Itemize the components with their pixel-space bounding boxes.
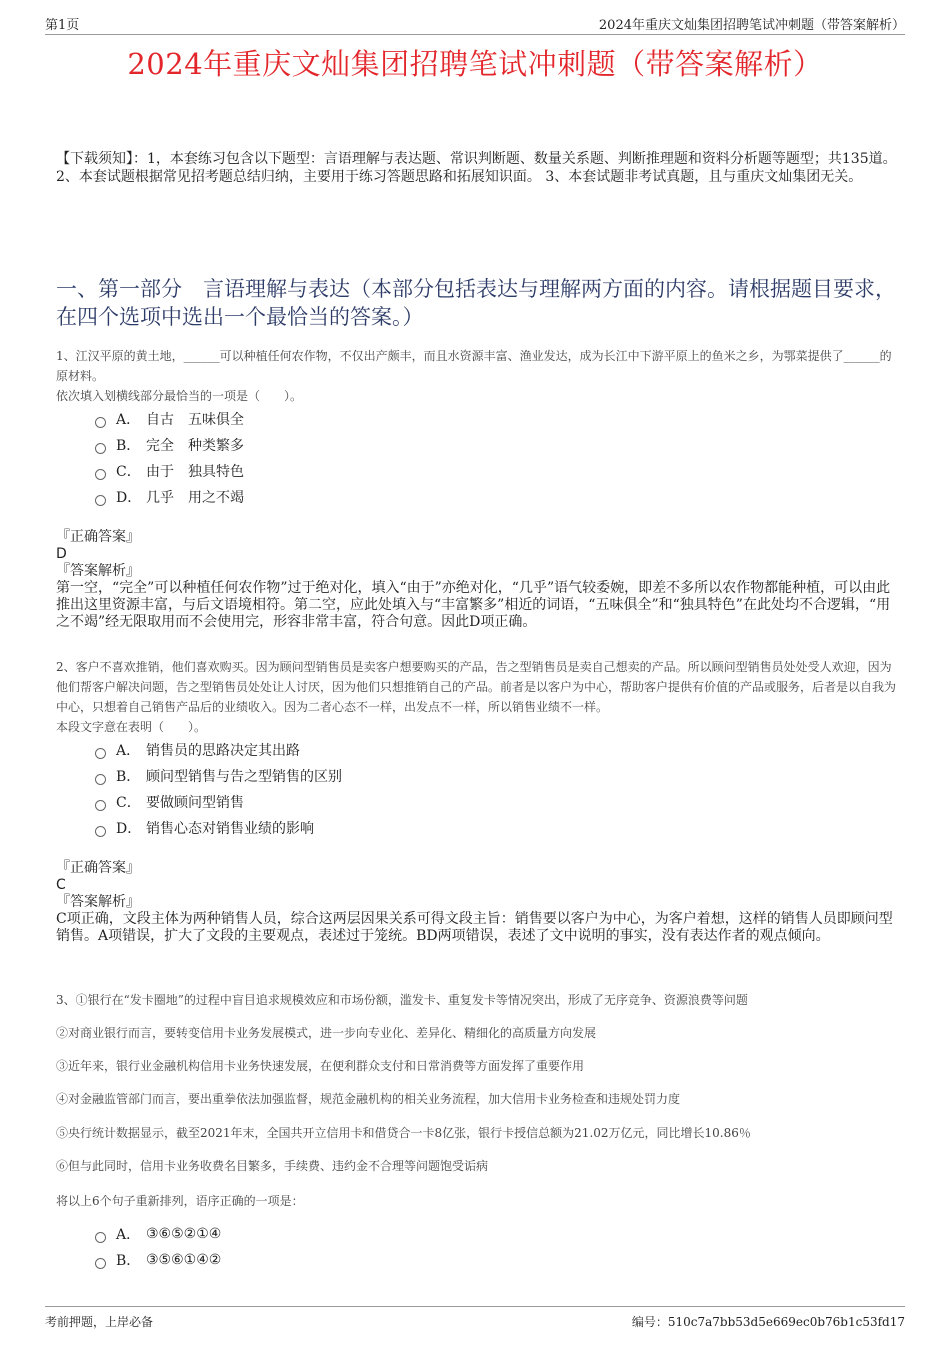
radio-icon[interactable] <box>95 1258 106 1269</box>
question-2-options <box>95 737 342 841</box>
page-header <box>45 14 905 35</box>
answer-value: C <box>56 877 66 893</box>
document-title: 2024年重庆文灿集团招聘笔试冲刺题（带答案解析） <box>127 47 823 81</box>
question-3-line: ⑤央行统计数据显示，截至2021年末，全国共开立信用卡和借贷合一卡8亿张，银行卡授信总额为21.02万亿元，同比增长10.86％ <box>56 1126 751 1140</box>
question-1-prompt: 依次填入划横线部分最恰当的一项是（ ）。 <box>56 389 303 403</box>
analysis-text: 第一空，“完全”可以种植任何农作物”过于绝对化，填入“由于”亦绝对化，“几乎”语气较委婉，即差不多所以农作物都能种植，可以由此推出这里资源丰富，与后文语境相符。第二空，应此处填入与“丰富繁多”相近的词语，“五味俱全”和“独具特色”在此处均不合逻辑，“用之不竭”经无限取用而不会使用完，形容非常丰富，符合句意。因此D项正确。 <box>56 580 891 630</box>
radio-icon[interactable] <box>95 774 106 785</box>
option-d[interactable]: D． 几乎 用之不竭 <box>95 484 244 510</box>
radio-icon[interactable] <box>95 469 106 480</box>
option-b[interactable]: B． 完全 种类繁多 <box>95 432 244 458</box>
radio-icon[interactable] <box>95 826 106 837</box>
question-1-options <box>95 406 244 510</box>
option-b[interactable]: B． ③⑤⑥①④② <box>95 1247 221 1273</box>
option-a[interactable]: A． ③⑥⑤②①④ <box>95 1221 221 1247</box>
radio-icon[interactable] <box>95 748 106 759</box>
question-3-line: ⑥但与此同时，信用卡业务收费名目繁多，手续费、违约金不合理等问题饱受诟病 <box>56 1159 489 1173</box>
answer-label: 『正确答案』 <box>56 529 140 545</box>
option-b[interactable]: B． 顾问型销售与告之型销售的区别 <box>95 763 342 789</box>
question-2-text: 2、客户不喜欢推销，他们喜欢购买。因为顾问型销售员是卖客户想要购买的产品，告之型销售员是卖自己想卖的产品。所以顾问型销售员处处受人欢迎，因为他们帮客户解决问题，告之型销售员处处让人讨厌，因为他们只想推销自己的产品。前者是以客户为中心，帮助客户提供有价值的产品或服务，后者是以自我为中心，只想着自己销售产品后的业绩收入。因为二者心态不一样，出发点不一样，所以销售业绩不一样。 <box>56 660 897 714</box>
answer-label: 『正确答案』 <box>56 860 140 876</box>
analysis-label: 『答案解析』 <box>56 563 140 579</box>
question-2-prompt: 本段文字意在表明（ ）。 <box>56 720 207 734</box>
analysis-text: C项正确，文段主体为两种销售人员，综合这两层因果关系可得文段主旨：销售要以客户为中心，为客户着想，这样的销售人员即顾问型销售。A项错误，扩大了文段的主要观点，表述过于笼统。BD两项错误，表述了文中说明的事实，没有表达作者的观点倾向。 <box>56 911 893 944</box>
answer-value: D <box>56 546 67 562</box>
question-1-text: 1、江汉平原的黄土地，______可以种植任何农作物，不仅出产颇丰，而且水资源丰富、渔业发达，成为长江中下游平原上的鱼米之乡，为鄂菜提供了______的原材料。 <box>56 349 892 383</box>
option-c[interactable]: C． 由于 独具特色 <box>95 458 244 484</box>
question-3-line: ②对商业银行而言，要转变信用卡业务发展模式，进一步向专业化、差异化、精细化的高质量方向发展 <box>56 1026 597 1040</box>
footer-doc-id: 编号：510c7a7bb53d5e669ec0b76b1c53fd17 <box>631 1315 905 1329</box>
question-3-line: 3、①银行在“发卡圈地”的过程中盲目追求规模效应和市场份额，滥发卡、重复发卡等情况突出，形成了无序竞争、资源浪费等问题 <box>56 993 748 1007</box>
question-3-prompt: 将以上6个句子重新排列，语序正确的一项是： <box>56 1194 304 1208</box>
option-c[interactable]: C． 要做顾问型销售 <box>95 789 342 815</box>
footer-slogan: 考前押题，上岸必备 <box>45 1315 154 1329</box>
question-3-options <box>95 1221 221 1273</box>
radio-icon[interactable] <box>95 495 106 506</box>
header-doc-name: 2024年重庆文灿集团招聘笔试冲刺题（带答案解析） <box>598 18 905 33</box>
question-3-line: ③近年来，银行业金融机构信用卡业务快速发展，在便利群众支付和日常消费等方面发挥了重要作用 <box>56 1059 585 1073</box>
radio-icon[interactable] <box>95 443 106 454</box>
question-1-answer <box>56 529 898 631</box>
option-a[interactable]: A． 销售员的思路决定其出路 <box>95 737 342 763</box>
page-number: 第1页 <box>45 18 80 33</box>
question-2-answer <box>56 860 898 945</box>
radio-icon[interactable] <box>95 417 106 428</box>
radio-icon[interactable] <box>95 1232 106 1243</box>
section-title: 一、第一部分 言语理解与表达（本部分包括表达与理解两方面的内容。请根据题目要求，在四个选项中选出一个最恰当的答案。） <box>56 277 896 329</box>
option-d[interactable]: D． 销售心态对销售业绩的影响 <box>95 815 342 841</box>
download-notice: 【下载须知】：1，本套练习包含以下题型：言语理解与表达题、常识判断题、数量关系题、判断推理题和资料分析题等题型；共135道。 2、本套试题根据常见招考题总结归纳，主要用于练习答题思路和拓展知识面。 3、本套试题非考试真题，且与重庆文灿集团无关。 <box>56 151 897 185</box>
option-a[interactable]: A． 自古 五味俱全 <box>95 406 244 432</box>
question-1-stem <box>56 346 898 406</box>
analysis-label: 『答案解析』 <box>56 894 140 910</box>
question-3-line: ④对金融监管部门而言，要出重拳依法加强监督，规范金融机构的相关业务流程，加大信用卡业务检查和违规处罚力度 <box>56 1092 681 1106</box>
question-2-stem <box>56 657 898 737</box>
page-footer <box>45 1306 905 1329</box>
radio-icon[interactable] <box>95 800 106 811</box>
